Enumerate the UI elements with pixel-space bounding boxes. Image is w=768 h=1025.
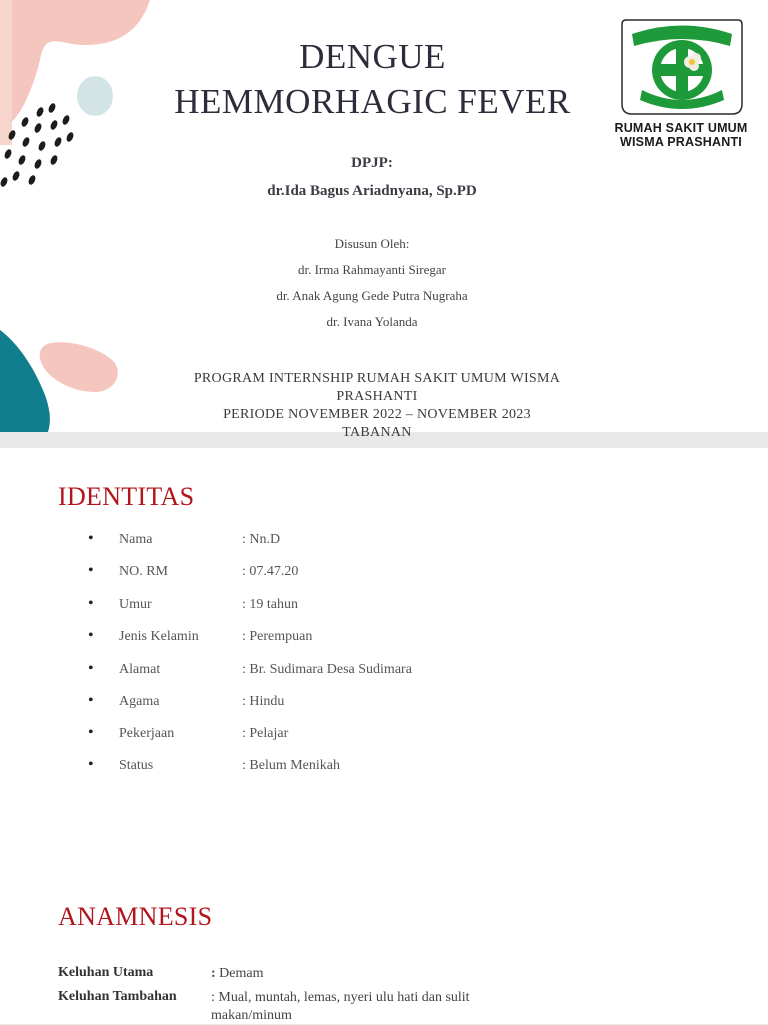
program-line: PERIODE NOVEMBER 2022 – NOVEMBER 2023 xyxy=(223,407,531,422)
field-label: Jenis Kelamin xyxy=(119,629,199,644)
program-line: PROGRAM INTERNSHIP RUMAH SAKIT UMUM WISMA xyxy=(193,371,561,386)
field-value: : Nn.D xyxy=(242,532,281,547)
list-item xyxy=(0,726,768,746)
presentation-title xyxy=(150,34,595,124)
bullet-icon: • xyxy=(88,660,94,677)
anamnesis-slide xyxy=(0,880,768,1024)
author-item: dr. Anak Agung Gede Putra Nugraha xyxy=(276,288,468,303)
program-info xyxy=(168,370,586,442)
list-item xyxy=(0,597,768,617)
field-value: : Perempuan xyxy=(242,629,313,644)
logo-line-2: WISMA PRASHANTI xyxy=(620,135,742,149)
colon: : xyxy=(211,966,216,981)
bullet-icon: • xyxy=(88,627,94,644)
light-blue-dot xyxy=(77,76,113,116)
anamnesis-value-text: : Mual, muntah, lemas, nyeri ulu hati dan sulit makan/minum xyxy=(211,990,470,1023)
field-value: : 07.47.20 xyxy=(242,564,299,579)
list-item xyxy=(0,662,768,682)
identitas-slide xyxy=(0,448,768,880)
logo-line-1: RUMAH SAKIT UMUM xyxy=(614,121,748,135)
dpjp-name: dr.Ida Bagus Ariadnyana, Sp.PD xyxy=(267,183,477,199)
field-label: Alamat xyxy=(119,662,161,677)
bullet-icon: • xyxy=(88,562,94,579)
anamnesis-value xyxy=(211,965,511,983)
list-item xyxy=(0,758,768,778)
anamnesis-value xyxy=(211,989,511,1025)
identitas-heading: IDENTITAS xyxy=(58,482,195,511)
program-line: PRASHANTI xyxy=(336,389,418,404)
hospital-logo-text xyxy=(606,121,756,149)
field-label: Agama xyxy=(119,694,160,709)
title-line-2: HEMMORHAGIC FEVER xyxy=(174,82,571,121)
bullet-icon: • xyxy=(88,756,94,773)
list-item xyxy=(0,564,768,584)
decorative-shapes xyxy=(0,0,160,432)
title-slide xyxy=(0,0,768,440)
teal-blob xyxy=(0,330,50,432)
authors-block xyxy=(172,231,572,335)
authors-label: Disusun Oleh: xyxy=(334,236,410,251)
field-value: : Belum Menikah xyxy=(242,758,340,773)
field-value: : Hindu xyxy=(242,694,285,709)
anamnesis-value-text: Demam xyxy=(215,966,264,981)
field-label: Nama xyxy=(119,532,153,547)
author-item: dr. Irma Rahmayanti Siregar xyxy=(297,262,446,277)
field-label: Status xyxy=(119,758,154,773)
field-value: : 19 tahun xyxy=(242,597,298,612)
field-label: Pekerjaan xyxy=(119,726,175,741)
field-value: : Br. Sudimara Desa Sudimara xyxy=(242,662,412,677)
field-value: : Pelajar xyxy=(242,726,289,741)
bullet-icon: • xyxy=(88,530,94,547)
program-line: TABANAN xyxy=(342,425,412,440)
pink-blob-top xyxy=(0,0,150,130)
bullet-icon: • xyxy=(88,692,94,709)
anamnesis-label: Keluhan Utama xyxy=(58,965,154,980)
anamnesis-label: Keluhan Tambahan xyxy=(58,989,177,1004)
bullet-icon: • xyxy=(88,724,94,741)
field-label: Umur xyxy=(119,597,152,612)
list-item xyxy=(0,532,768,552)
anamnesis-heading: ANAMNESIS xyxy=(58,902,213,931)
dpjp-label: DPJP: xyxy=(351,155,393,171)
list-item xyxy=(0,629,768,649)
field-label: NO. RM xyxy=(119,564,169,579)
bullet-icon: • xyxy=(88,595,94,612)
author-item: dr. Ivana Yolanda xyxy=(326,314,418,329)
title-line-1: DENGUE xyxy=(299,37,446,76)
list-item xyxy=(0,694,768,714)
pink-blob-bottom xyxy=(40,342,118,392)
